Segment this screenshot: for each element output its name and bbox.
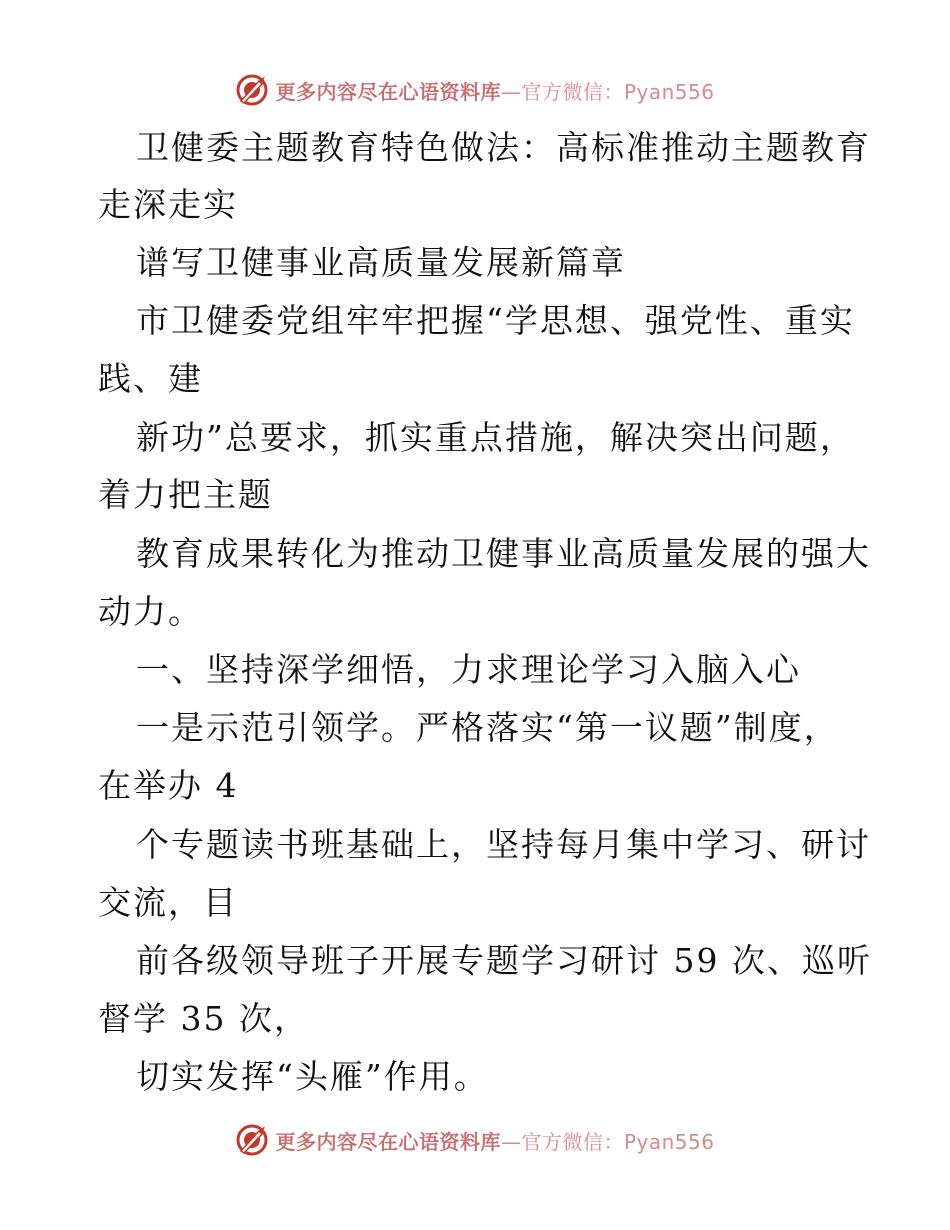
paragraph-line: 切实发挥“头雁”作用。	[136, 1057, 489, 1096]
paragraph-line: 着力把主题	[98, 475, 273, 514]
subtitle-line: 谱写卫健事业高质量发展新篇章	[136, 243, 626, 282]
header-dash: —	[500, 79, 522, 104]
paragraph-line: 市卫健委党组牢牢把握“学思想、强党性、重实	[136, 301, 855, 340]
paragraph-line: 前各级领导班子开展专题学习研讨 59 次、巡听	[136, 941, 872, 980]
red-quill-logo-icon	[235, 1123, 269, 1157]
paragraph-line: 交流，目	[98, 883, 238, 922]
footer-watermark-text	[275, 1126, 714, 1155]
footer-dash: —	[500, 1129, 522, 1154]
paragraph-line: 一是示范引领学。严格落实“第一议题”制度，	[136, 708, 839, 747]
header-watermark-text	[275, 76, 714, 105]
red-quill-logo-icon	[235, 73, 269, 107]
paragraph-line: 新功”总要求，抓实重点措施，解决突出问题，	[136, 418, 855, 457]
paragraph-line: 督学 35 次，	[98, 999, 309, 1038]
header-brand-text: 更多内容尽在心语资料库	[275, 79, 501, 104]
footer-wechat-text: 官方微信：Pyan556	[521, 1129, 715, 1154]
section-heading: 一、坚持深学细悟，力求理论学习入脑入心	[136, 650, 801, 689]
title-line-1: 卫健委主题教育特色做法：高标准推动主题教育	[136, 128, 871, 167]
header-wechat-text: 官方微信：Pyan556	[521, 79, 715, 104]
paragraph-line: 个专题读书班基础上，坚持每月集中学习、研讨	[136, 825, 871, 864]
title-line-2: 走深走实	[98, 185, 238, 224]
paragraph-line: 教育成果转化为推动卫健事业高质量发展的强大	[136, 534, 871, 573]
paragraph-line: 践、建	[98, 359, 203, 398]
header-watermark-banner	[0, 70, 950, 110]
paragraph-line: 在举办 4	[98, 766, 239, 805]
footer-watermark-banner	[0, 1120, 950, 1160]
paragraph-line: 动力。	[98, 592, 203, 631]
footer-brand-text: 更多内容尽在心语资料库	[275, 1129, 501, 1154]
